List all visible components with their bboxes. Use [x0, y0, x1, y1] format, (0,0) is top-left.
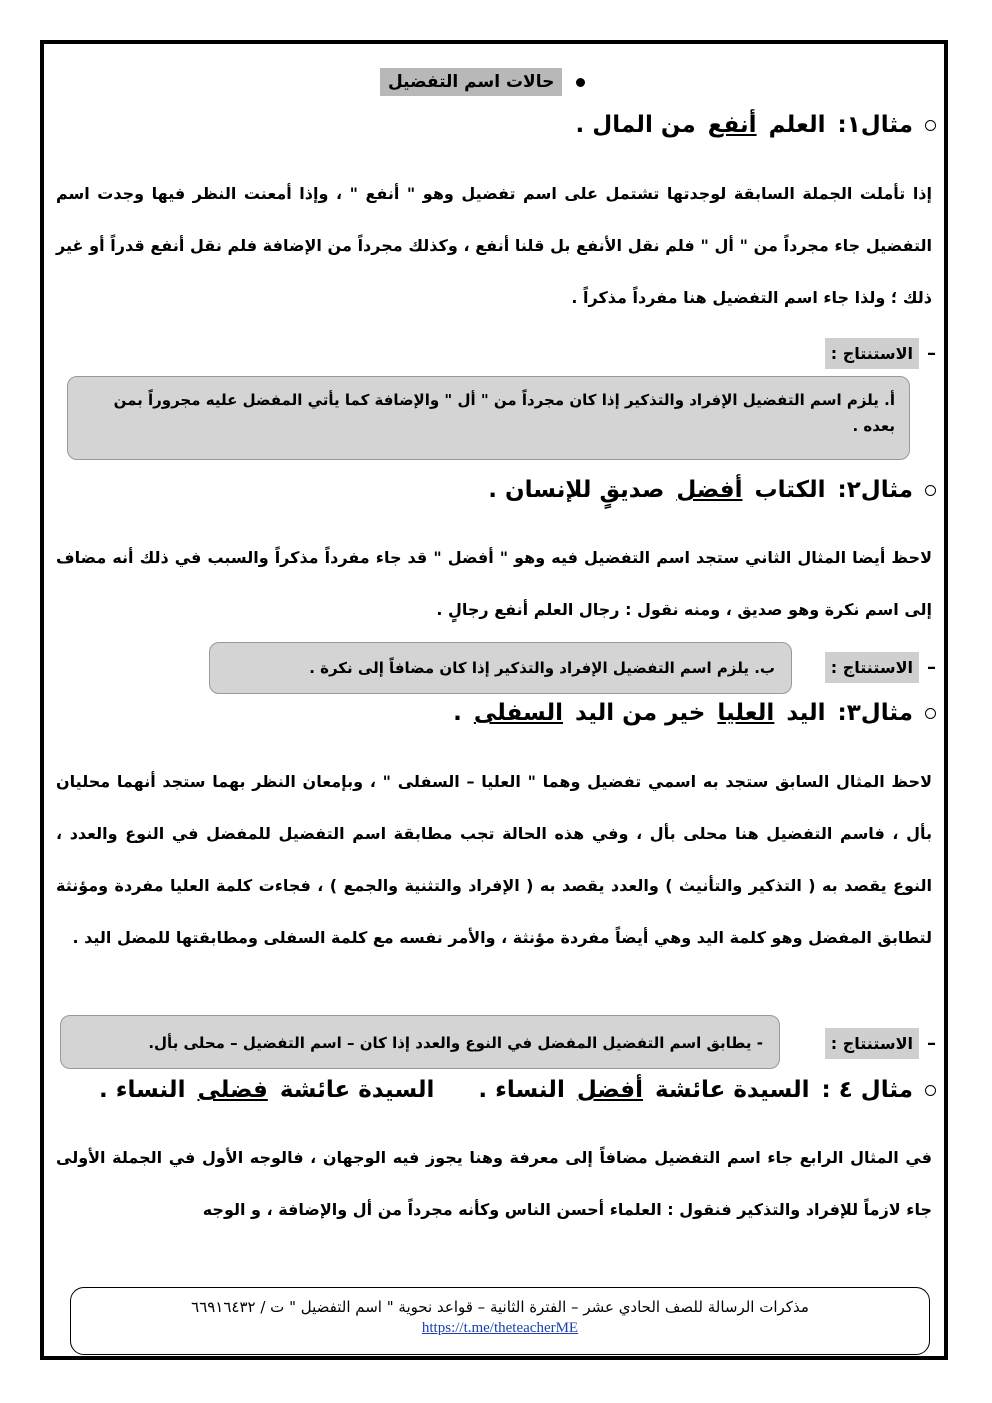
conclusion1-label-row — [825, 338, 936, 369]
superlative-word: فضلى — [197, 1077, 268, 1103]
heading-text: حالات اسم التفضيل — [380, 68, 562, 96]
circle-bullet-icon — [925, 708, 936, 719]
example3-title: مثال٣: اليد العليا خير من اليد السفلى . — [453, 700, 936, 726]
footer — [70, 1287, 930, 1355]
conclusion2-box: ب. يلزم اسم التفضيل الإفراد والتذكير إذا كان مضافاً إلى نكرة . — [209, 642, 792, 694]
circle-bullet-icon — [925, 485, 936, 496]
conclusion2-label-row — [825, 652, 936, 683]
dash: – — [927, 343, 936, 364]
conclusion-label: الاستنتاج : — [825, 338, 919, 369]
example2-title: مثال٢: الكتاب أفضل صديقٍ للإنسان . — [488, 477, 936, 503]
conclusion-label: الاستنتاج : — [825, 1028, 919, 1059]
footer-text: مذكرات الرسالة للصف الحادي عشر – الفترة الثانية – قواعد نحوية " اسم التفضيل " ت / ٦٦٩١٦٤٣٢ — [191, 1298, 809, 1316]
example4-paragraph: في المثال الرابع جاء اسم التفضيل مضافاً إلى معرفة وهنا يجوز فيه الوجهان ، فالوجه الأول في الجملة الأولى جاء لازماً للإفراد والتذكير فنقول : العلماء أحسن الناس وكأنه مجرداً من أل والإضافة ، و الوجه — [56, 1148, 932, 1219]
dash: – — [927, 1033, 936, 1054]
footer-link[interactable]: https://t.me/theteacherME — [421, 1320, 579, 1336]
conclusion3-label-row — [825, 1028, 936, 1059]
superlative-word: أنفع — [707, 112, 757, 138]
example1-title: مثال١: العلم أنفع من المال . — [576, 112, 936, 138]
main-heading — [380, 62, 585, 102]
dash: – — [927, 657, 936, 678]
superlative-word: أفضل — [576, 1077, 643, 1103]
example2-paragraph: لاحظ أيضا المثال الثاني ستجد اسم التفضيل فيه وهو " أفضل " قد جاء مفرداً مذكراً والسبب في ذلك أنه مضاف إلى اسم نكرة وهو صديق ، ومنه نقول : رجال العلم أنفع رجالٍ . — [56, 548, 932, 619]
conclusion1-box: أ. يلزم اسم التفضيل الإفراد والتذكير إذا كان مجرداً من " أل " والإضافة كما يأتي المفضل عليه مجروراً بمن بعده . — [67, 376, 910, 460]
example1-paragraph: إذا تأملت الجملة السابقة لوجدتها تشتمل على اسم تفضيل وهو " أنفع " ، وإذا أمعنت النظر فيها وجدت اسم التفضيل جاء مجرداً من " أل " فلم نقل الأنفع بل قلنا أنفع ، وكذلك مجرداً من الإضافة فلم نقل أنفع قدراً أو غير ذلك ؛ ولذا جاء اسم التفضيل هنا مفرداً مذكراً . — [56, 184, 932, 307]
conclusion-label: الاستنتاج : — [825, 652, 919, 683]
superlative-word: السفلى — [473, 700, 563, 726]
circle-bullet-icon — [925, 120, 936, 131]
circle-bullet-icon — [925, 1085, 936, 1096]
bullet-icon — [576, 78, 585, 87]
example4-title: مثال ٤ : السيدة عائشة أفضل النساء . السيدة عائشة فضلى النساء . — [99, 1077, 936, 1103]
example3-paragraph: لاحظ المثال السابق ستجد به اسمي تفضيل وهما " العليا – السفلى " ، وبإمعان النظر بهما ستجد أنهما محليان بأل ، فاسم التفضيل هنا محلى بأل ، وفي هذه الحالة تجب مطابقة اسم التفضيل للمفضل في النوع والعدد ، النوع يقصد به ( التذكير والتأنيث ) والعدد يقصد به ( الإفراد والتثنية والجمع ) ، فجاءت كلمة العليا مفردة ومؤنثة لتطابق المفضل وهو كلمة اليد وهي أيضاً مفردة مؤنثة ، والأمر نفسه مع كلمة السفلى ومطابقتها للمضل اليد . — [56, 772, 932, 947]
conclusion3-box: - يطابق اسم التفضيل المفضل في النوع والعدد إذا كان – اسم التفضيل – محلى بأل. — [60, 1015, 780, 1069]
superlative-word: أفضل — [676, 477, 743, 503]
superlative-word: العليا — [717, 700, 775, 726]
